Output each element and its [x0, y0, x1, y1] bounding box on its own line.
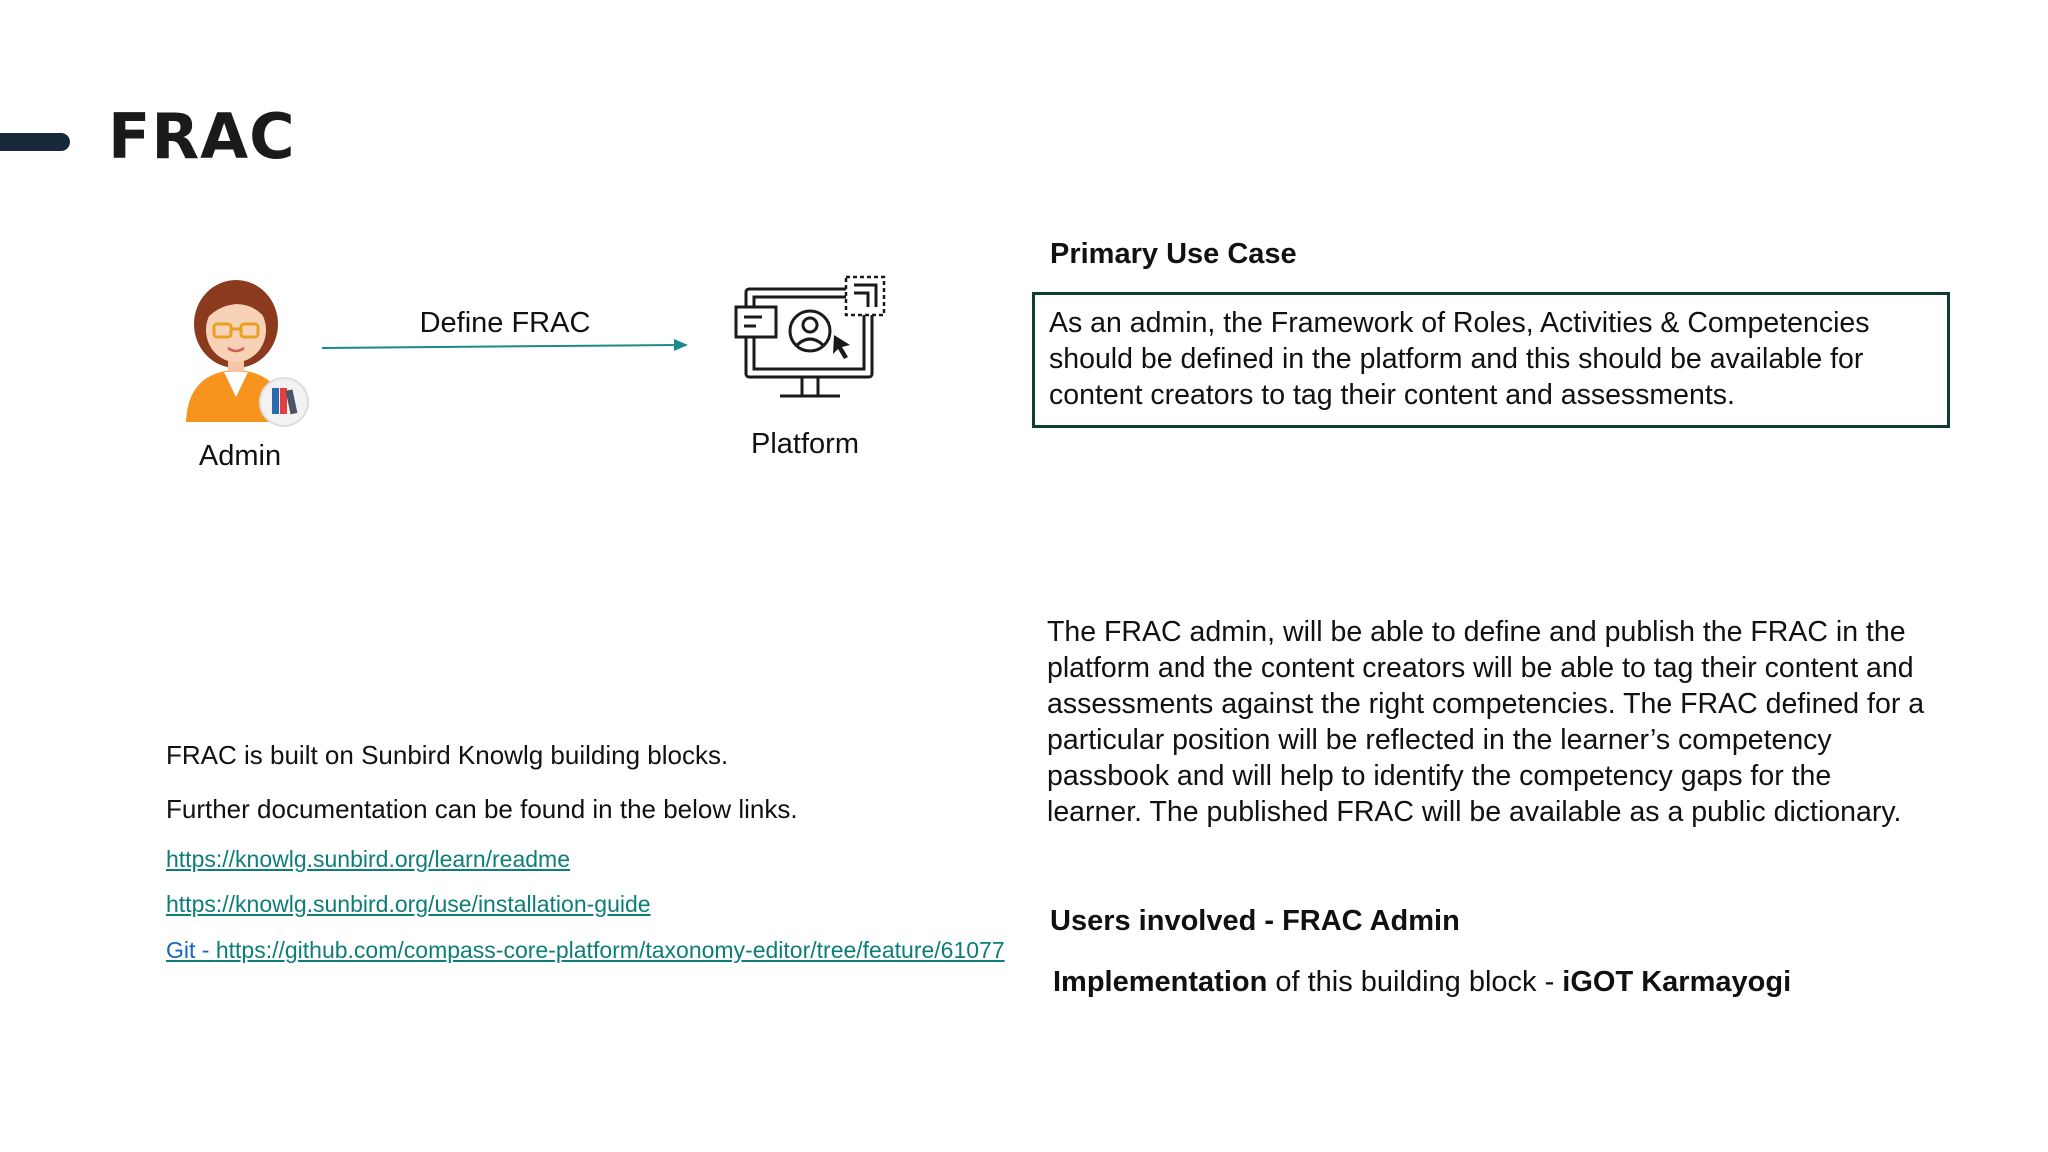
accent-bar	[0, 133, 70, 151]
platform-label: Platform	[751, 428, 859, 460]
books-icon	[260, 378, 308, 426]
define-frac-label: Define FRAC	[419, 307, 591, 339]
git-prefix: Git -	[166, 937, 216, 963]
implementation-name: iGOT Karmayogi	[1562, 966, 1792, 998]
info-built-on: FRAC is built on Sunbird Knowlg building blocks.	[166, 740, 729, 770]
admin-label: Admin	[198, 440, 282, 472]
users-involved: Users involved - FRAC Admin	[1050, 905, 1460, 937]
implementation-middle: of this building block -	[1267, 966, 1563, 998]
frac-description: The FRAC admin, will be able to define and publish the FRAC in the platform and the content creators will be able to tag their content and assessments against the right competencies. The FRAC defined for a particular position will be reflected in the learner’s competency passbook and will help to identify the competency gaps for the learner. The published FRAC will be available as a public dictionary.	[1047, 616, 1925, 828]
implementation-prefix: Implementation	[1053, 966, 1268, 998]
info-documentation: Further documentation can be found in the below links.	[166, 794, 798, 824]
arrow-icon	[320, 334, 692, 358]
cursor-icon	[833, 335, 850, 359]
slide-title: FRAC	[108, 100, 296, 173]
admin-avatar-icon	[176, 272, 326, 432]
git-link[interactable]	[166, 937, 1005, 964]
platform-monitor-icon	[730, 275, 890, 405]
installation-guide-link[interactable]: https://knowlg.sunbird.org/use/installation-guide	[166, 891, 651, 917]
readme-link[interactable]: https://knowlg.sunbird.org/learn/readme	[166, 846, 570, 872]
primary-use-case-heading: Primary Use Case	[1050, 238, 1297, 270]
git-url: https://github.com/compass-core-platform/taxonomy-editor/tree/feature/61077	[215, 937, 1005, 963]
primary-use-case-box: As an admin, the Framework of Roles, Activities & Competencies should be defined in the platform and this should be available for content creators to tag their content and assessments.	[1032, 292, 1950, 428]
implementation-line	[1053, 966, 1791, 999]
